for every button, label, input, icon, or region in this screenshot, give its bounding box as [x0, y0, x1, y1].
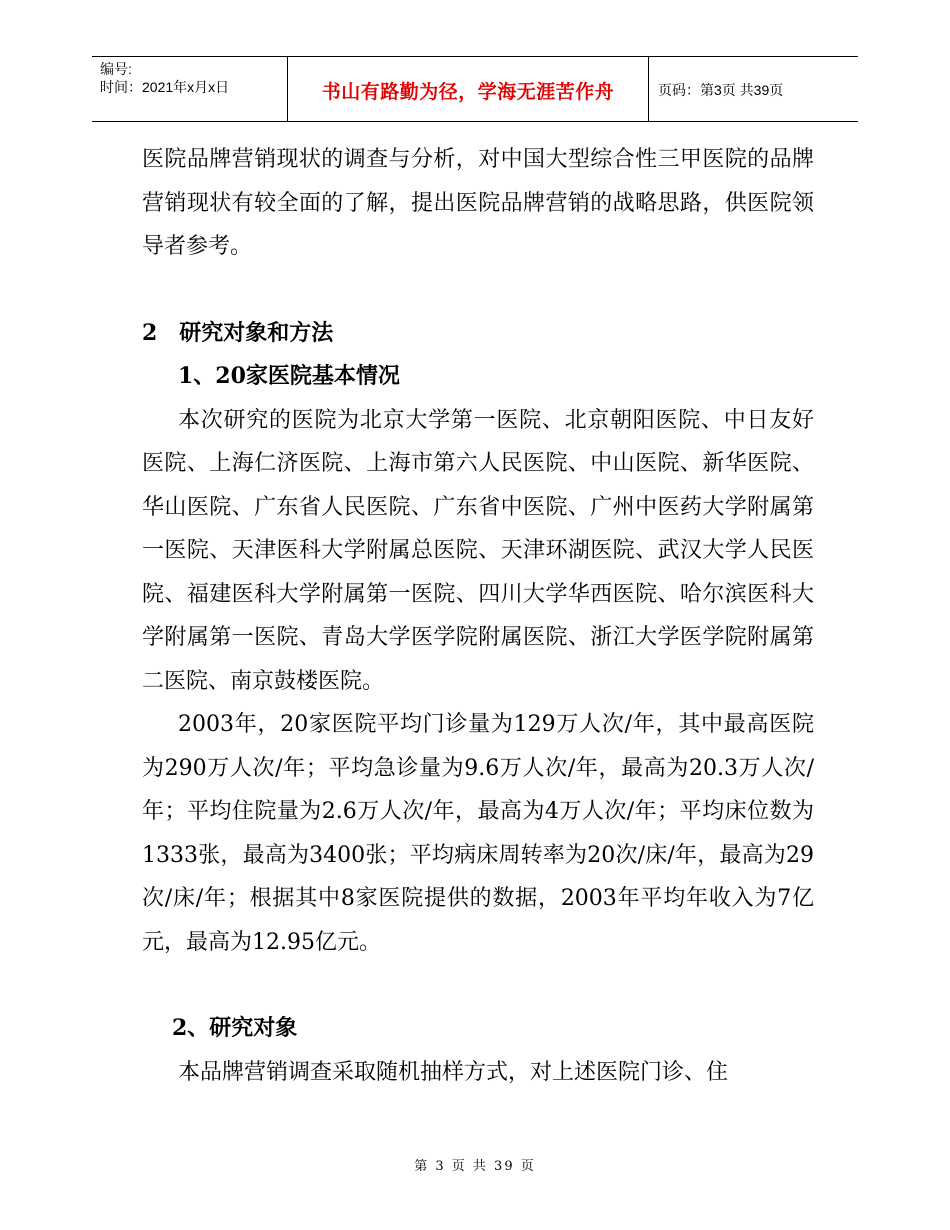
subsection-heading-hospitals: 1、20家医院基本情况 [178, 363, 400, 389]
paragraph-sampling: 本品牌营销调查采取随机抽样方式，对上述医院门诊、住 [178, 1059, 729, 1085]
header-divider [648, 57, 649, 121]
header-number-label: 编号: [100, 61, 132, 77]
page-footer: 第 3 页 共 39 页 [414, 1159, 536, 1174]
header-page-info: 页码：第3页 共39页 [658, 82, 784, 98]
section-heading-2: 2 研究对象和方法 [142, 319, 334, 346]
header-meta [100, 60, 229, 96]
subsection-heading-subjects: 2、研究对象 [172, 1015, 298, 1041]
paragraph-intro: 医院品牌营销现状的调查与分析，对中国大型综合性三甲医院的品牌营销现状有较全面的了解，提出医院品牌营销的战略思路，供医院领导者参考。 [142, 147, 814, 259]
paragraph-statistics: 2003年，20家医院平均门诊量为129万人次/年，其中最高医院为290万人次/年；平均急诊量为9.6万人次/年，最高为20.3万人次/年；平均住院量为2.6万人次/年，最高为4万人次/年；平均床位数为1333张，最高为3400张；平均病床周转率为20次/床/年，最高为29次/床/年；根据其中8家医院提供的数据，2003年平均年收入为7亿元，最高为12.95亿元。 [142, 712, 814, 955]
spacer [142, 964, 814, 1007]
page-header [92, 56, 858, 122]
document-body [142, 138, 814, 1094]
spacer [142, 269, 814, 312]
header-motto: 书山有路勤为径，学海无涯苦作舟 [321, 80, 615, 103]
paragraph-hospital-list: 本次研究的医院为北京大学第一医院、北京朝阳医院、中日友好医院、上海仁济医院、上海市第六人民医院、中山医院、新华医院、华山医院、广东省人民医院、广东省中医院、广州中医药大学附属第一医院、天津医科大学附属总医院、天津环湖医院、武汉大学人民医院、福建医科大学附属第一医院、四川大学华西医院、哈尔滨医科大学附属第一医院、青岛大学医学院附属医院、浙江大学医学院附属第二医院、南京鼓楼医院。 [142, 407, 814, 694]
header-time-label: 时间：2021年x月x日 [100, 79, 230, 95]
